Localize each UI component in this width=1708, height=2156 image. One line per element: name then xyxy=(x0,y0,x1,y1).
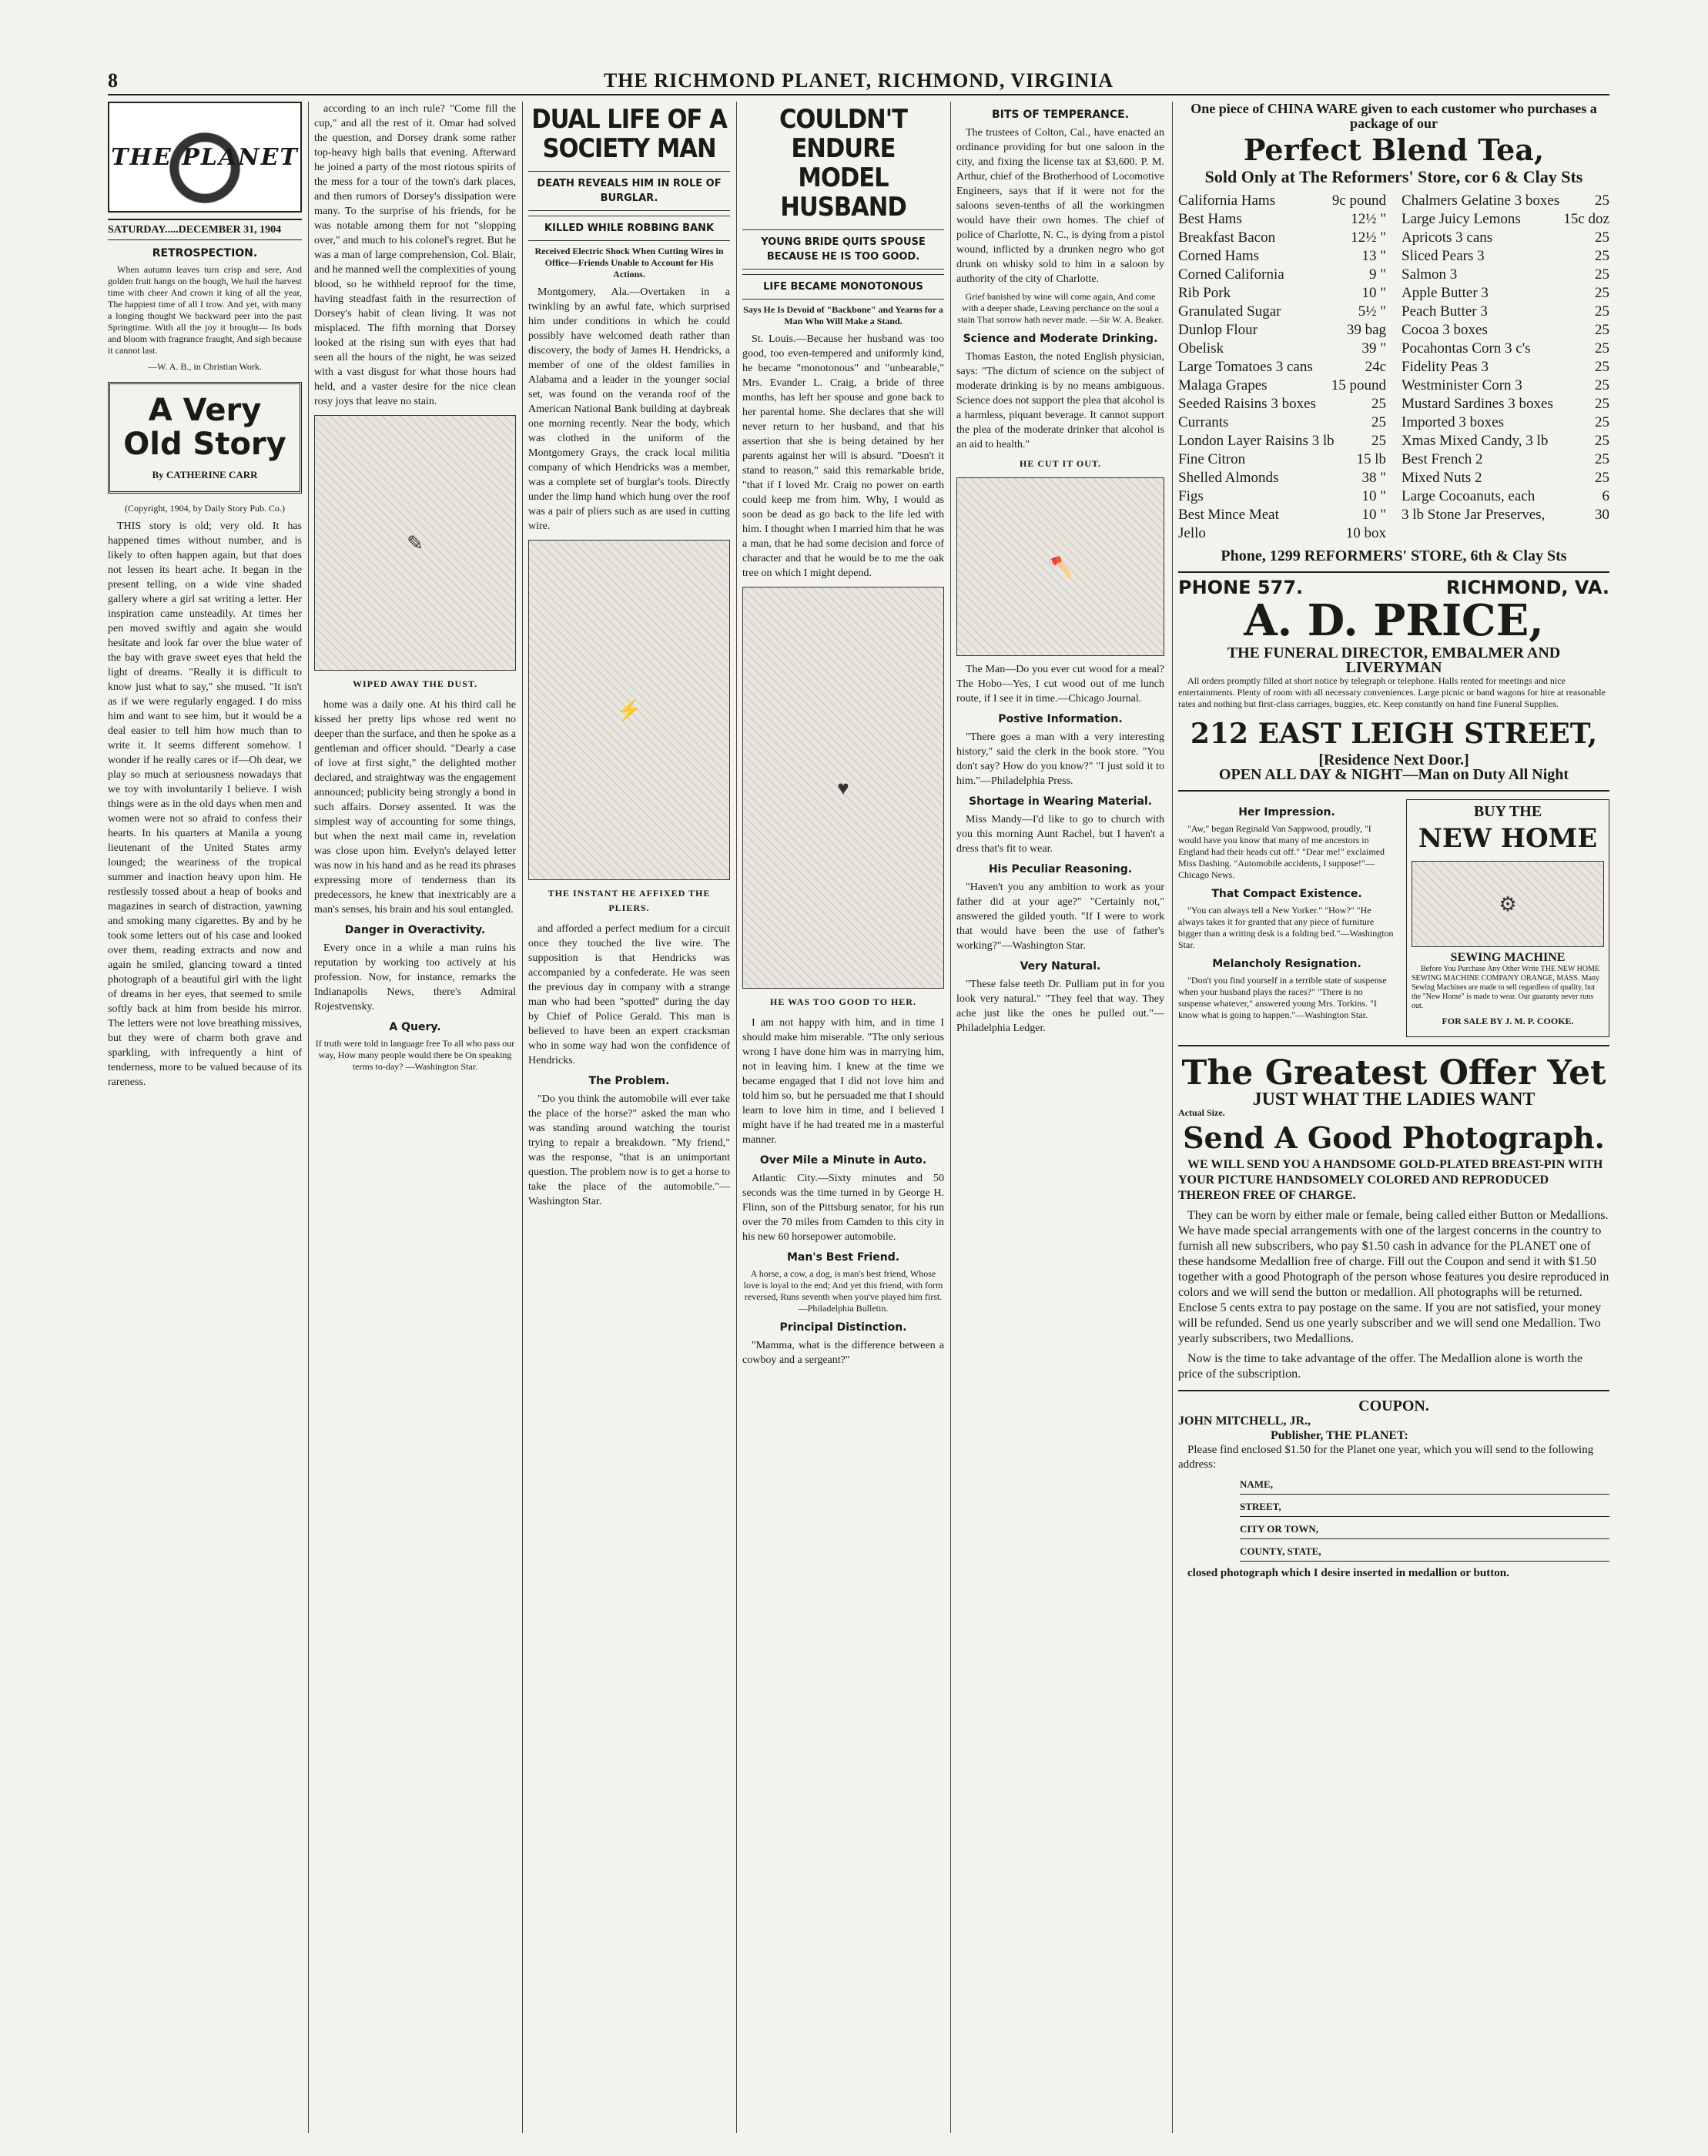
price-list-right xyxy=(1402,192,1609,543)
price-item-price: 25 xyxy=(1595,285,1609,301)
sew-brand: NEW HOME xyxy=(1418,823,1598,854)
store-phone: Phone, 1299 REFORMERS' STORE, 6th & Clay Sts xyxy=(1221,547,1567,564)
price-list-left xyxy=(1178,192,1386,543)
column-3 xyxy=(528,102,730,2133)
price-item xyxy=(1402,395,1609,413)
price-item xyxy=(1178,395,1386,413)
price-item-name: Breakfast Bacon xyxy=(1178,229,1276,246)
article-dual-life-top: Montgomery, Ala.—Overtaken in a twinkling by an awful fate, which surprised him under conditions in which he could possibly have welcomed death rather than discovery, the body of James H. Hendricks, a member of one of the oldest families in Alabama and a leader in the younger social set, was found on the veranda roof of the American National Bank building at daybreak one morning recently. Near the body, which was clothed in the uniform of the Montgomery Grays, the crack local militia company of which Hendricks was a member, was a complete set of burglar's tools. Directly under the limp hand which hung over the roof was a pair of pliers such as are used in cutting wire. xyxy=(528,286,730,532)
coupon-text: Please find enclosed $1.50 for the Planet one year, which you will send to the following address: xyxy=(1178,1444,1594,1471)
price-item-name: London Layer Raisins 3 lb xyxy=(1178,433,1335,449)
poem-text: When autumn leaves turn crisp and sere, And golden fruit hangs on the bough, We hail the harvest time with cheer And crown it king of all the year, The happiest time of all I trow. And yet, with many a longing thought We backward peer into the past Springtime. With all the joy it brought— Its buds and bloom with fragrance fraught, And sigh because it cannot last. xyxy=(108,264,302,356)
price-item xyxy=(1402,321,1609,340)
story-continued-top: according to an inch rule? "Come fill the cup," and all the rest of it. Omar had solved the question, and Dorsey drank some rather top-heavy high balls that evening. Afterward he joined a party of the most riotous spirits of the mess for a tour of the town's dark places, and then rumors of Dorsey's dissipation were many. To the surprise of his friends, for he was notable among them for not "slopping over," and much to his colonel's regret. But he was a man of large comprehension, Col. Blair, and he manned well the complexities of young blood, so he withheld reproof for the time, having steadfast faith in the resurrection of Dorsey's habit of clean living. It was not misplaced. The fifth morning that Dorsey looked at the rising sun with eyes that had seen all the hours of the night, he was seized with a vast disgust for what those hours had held, and a vaster desire for the nice clean rosy joys that leave no stain. xyxy=(314,103,516,407)
price-item-name: Apricots 3 cans xyxy=(1402,229,1493,246)
column-1 xyxy=(108,102,302,2133)
subhead-danger: Danger in Overactivity. xyxy=(344,924,486,936)
price-item xyxy=(1402,469,1609,487)
article-husband-bottom: I am not happy with him, and in time I should make him miserable. "The only serious wrong I have done him was in marrying him, not in leaving him. I knew at the time we became engaged that I did not love him and told him so, but he persuaded me that I should learn to love him in time, and I believed I might have if he had treated me in a masterful manner. xyxy=(742,1017,944,1146)
coupon-close: closed photograph which I desire inserted in medallion or button. xyxy=(1187,1567,1509,1579)
offer-send: Send A Good Photograph. xyxy=(1183,1120,1605,1155)
coupon-pub: Publisher, THE PLANET: xyxy=(1271,1429,1408,1442)
sew-sale: FOR SALE BY J. M. P. COOKE. xyxy=(1442,1016,1574,1026)
deck-monotonous: LIFE BECAME MONOTONOUS xyxy=(742,274,944,300)
price-item-name: Obelisk xyxy=(1178,340,1224,357)
deck-electric-shock: Received Electric Shock When Cutting Wires in Office—Friends Unable to Account for His Actions. xyxy=(534,246,724,280)
price-item-name: Mixed Nuts 2 xyxy=(1402,470,1482,486)
page-number: 8 xyxy=(108,69,118,92)
column-rule xyxy=(308,102,309,2133)
column-rule xyxy=(522,102,523,2133)
dateline: SATURDAY.....DECEMBER 31, 1904 xyxy=(108,219,302,240)
price-item xyxy=(1178,192,1386,210)
subhead-best-friend: Man's Best Friend. xyxy=(786,1251,900,1264)
price-item-price: 25 xyxy=(1371,433,1386,449)
price-item xyxy=(1178,247,1386,266)
text-natural: "These false teeth Dr. Pulliam put in for you look very natural." "They feel that way. They ache just like the ones he pulled out."—Philadelphia Ledger. xyxy=(956,979,1164,1034)
text-danger: Every once in a while a man ruins his reputation by working too actively at his profession. Now, for instance, remarks the Indianapolis News, there's Admiral Rojestvensky. xyxy=(314,942,516,1013)
subhead-auto: Over Mile a Minute in Auto. xyxy=(759,1154,927,1167)
price-item-name: Mustard Sardines 3 boxes xyxy=(1402,396,1553,412)
price-item-name: Sliced Pears 3 xyxy=(1402,248,1485,264)
cartoon-hobo: 🪓 xyxy=(956,477,1164,656)
headline-model-husband: COULDN'T ENDURE MODEL HUSBAND xyxy=(779,104,907,223)
column-rule xyxy=(1172,102,1173,2133)
price-item-price: 15 lb xyxy=(1356,451,1386,467)
price-residence: [Residence Next Door.] xyxy=(1318,752,1469,768)
price-item-name: California Hams xyxy=(1178,192,1276,209)
price-item-price: 9 " xyxy=(1368,266,1386,283)
price-item xyxy=(1178,413,1386,432)
price-item-name: Large Juicy Lemons xyxy=(1402,211,1521,227)
divider xyxy=(1178,790,1609,792)
price-item xyxy=(1178,487,1386,506)
price-item-name: Best French 2 xyxy=(1402,451,1483,467)
price-item-price: 13 " xyxy=(1361,248,1386,264)
tea-ad-top: One piece of CHINA WARE given to each customer who purchases a package of our xyxy=(1191,102,1597,131)
story-byline: By CATHERINE CARR xyxy=(152,469,258,480)
price-item-price: 39 bag xyxy=(1346,322,1386,338)
price-item-name: Fine Citron xyxy=(1178,451,1246,467)
price-item xyxy=(1402,377,1609,395)
sew-text: Before You Purchase Any Other Write THE NEW HOME SEWING MACHINE COMPANY ORANGE, MASS. Many Sewing Machines are made to sell regardless of quality, but the "New Home" is made to wear. Our guaranty never runs out. xyxy=(1412,965,1600,1010)
price-item-price: 25 xyxy=(1595,340,1609,357)
price-item-name: Corned Hams xyxy=(1178,248,1260,264)
tea-ad-name: Perfect Blend Tea, xyxy=(1243,132,1545,167)
price-item xyxy=(1178,284,1386,303)
price-item-price: 12½ " xyxy=(1351,211,1386,227)
price-item xyxy=(1178,469,1386,487)
text-impression: "Aw," began Reginald Van Sappwood, proudly, "I would have you know that many of me ancestors in England had their heads cut off." "Dear me!" exclaimed Miss Dashing. "Automobile accidents, I suppose!"—Chicago News. xyxy=(1178,823,1385,880)
story-continued-bottom: home was a daily one. At his third call he kissed her pretty lips whose red went no deeper than the surface, and then he spoke as a gentleman and officer should. "Dearly a case of love at first sight," the delighted mother declared, and straightway was the engagement announced; publicity being strongly a bond in such affairs. Dorsey assented. It was the simplest way of accounting for some things, but when the next mail came in, revelation was close upon him. Evelyn's delayed letter was now in his hand and as he read its phrases expressing more of tenderness than its predecessors, he knew that inextricably are a man's senses, his brain and his soul entangled. xyxy=(314,699,516,916)
price-item-price: 6 xyxy=(1602,488,1609,504)
price-item-name: 3 lb Stone Jar Preserves, xyxy=(1402,507,1546,523)
price-item-price: 15c doz xyxy=(1563,211,1609,227)
copyright-line: (Copyright, 1904, by Daily Story Pub. Co.) xyxy=(124,503,285,514)
price-item xyxy=(1402,192,1609,210)
price-body: All orders promptly filled at short notice by telegraph or telephone. Halls rented for meetings and nice entertainments. Plenty of room with all necessary conveniences. Large picnic or band wagons for hire at reasonable rates and nothing but first-class carriages, buggies, etc. Keep constantly on hand fine Funeral Supplies. xyxy=(1178,675,1606,709)
price-item xyxy=(1402,413,1609,432)
price-item-name: Malaga Grapes xyxy=(1178,377,1268,393)
price-item xyxy=(1178,506,1386,524)
planet-logo: THE PLANET xyxy=(108,102,302,213)
price-item-price: 10 box xyxy=(1345,525,1386,541)
price-item xyxy=(1402,229,1609,247)
price-phone: PHONE 577. xyxy=(1178,577,1304,598)
price-item-name: Shelled Almonds xyxy=(1178,470,1279,486)
subhead-problem: The Problem. xyxy=(588,1075,670,1087)
text-distinction: "Mamma, what is the difference between a cowboy and a sergeant?" xyxy=(742,1340,944,1366)
price-item-price: 25 xyxy=(1371,396,1386,412)
headline-dual-life: DUAL LIFE OF A SOCIETY MAN xyxy=(531,104,727,164)
price-item xyxy=(1402,303,1609,321)
price-item-price: 9c pound xyxy=(1331,192,1386,209)
text-auto: Atlantic City.—Sixty minutes and 50 seconds was the time turned in by George H. Flinn, son of the Pittsburg senator, for his run over the 70 miles from Camden to this city in his new 60 horsepower automobile. xyxy=(742,1173,944,1243)
text-problem: "Do you think the automobile will ever take the place of the horse?" asked the man who was standing around watching the tourist trying to repair a breakdown. "My friend," was the response, "that is an unimportant question. The problem now is to get a horse to take the place of the automobile."—Washington Star. xyxy=(528,1093,730,1207)
price-item xyxy=(1178,210,1386,229)
text-resignation: "Don't you find yourself in a terrible state of suspense when your husband plays the races?" "There is no suspense whatever," answered young Mrs. Torkins. "I know what is going to happen."—Washington Star. xyxy=(1178,975,1387,1020)
sew-bottom: SEWING MACHINE xyxy=(1450,951,1566,964)
price-item xyxy=(1178,303,1386,321)
price-item-name: Cocoa 3 boxes xyxy=(1402,322,1488,338)
price-item-name: Granulated Sugar xyxy=(1178,303,1281,320)
story-title: A Very Old Story xyxy=(123,393,286,462)
price-item xyxy=(1178,432,1386,450)
text-science: Thomas Easton, the noted English physician, says: "The dictum of science on the subject of moderate drinking is by no means ambiguous. Science does not support the plea that alcohol is a harmless, piquant beverage. It cannot support the plea of the moderate drinker that alcohol is an aid to health." xyxy=(956,351,1164,450)
price-ad-header xyxy=(1178,577,1609,598)
price-item-price: 25 xyxy=(1595,229,1609,246)
text-information: "There goes a man with a very interesting history," said the clerk in the book store. "You don't say? How do you know?" "I just sold it to him."—Philadelphia Press. xyxy=(956,732,1164,787)
head-shortage: Shortage in Wearing Material. xyxy=(968,795,1153,808)
text-compact: "You can always tell a New Yorker." "How?" "He always takes it for granted that any piece of furniture bigger than a writing desk is a folding bed."—Washington Star. xyxy=(1178,905,1394,950)
price-item-name: Salmon 3 xyxy=(1402,266,1458,283)
price-item-name: Fidelity Peas 3 xyxy=(1402,359,1489,375)
sewing-machine-image: ⚙ xyxy=(1412,861,1604,947)
subhead-distinction: Principal Distinction. xyxy=(779,1321,907,1334)
head-science: Science and Moderate Drinking. xyxy=(963,333,1158,345)
offer-lead: WE WILL SEND YOU A HANDSOME GOLD-PLATED BREAST-PIN WITH YOUR PICTURE HANDSOMELY COLORED AND REPRODUCED THEREON FREE OF CHARGE. xyxy=(1178,1158,1603,1202)
price-item xyxy=(1402,284,1609,303)
head-compact: That Compact Existence. xyxy=(1211,888,1362,900)
price-item-price: 12½ " xyxy=(1351,229,1386,246)
price-item xyxy=(1402,340,1609,358)
newspaper-page xyxy=(108,69,1609,2133)
masthead: THE RICHMOND PLANET, RICHMOND, VIRGINIA xyxy=(603,69,1114,92)
text-reasoning: "Haven't you any ambition to work as your father did at your age?" "Certainly not," answered the gilded youth. "If I were to work that would have been the use of father's working?"—Washington Star. xyxy=(956,882,1164,952)
price-item xyxy=(1402,450,1609,469)
price-item-price: 25 xyxy=(1595,414,1609,430)
head-temperance: BITS OF TEMPERANCE. xyxy=(991,109,1130,121)
coupon-county-field[interactable]: COUNTY, STATE, xyxy=(1240,1544,1609,1562)
price-item-name: Pocahontas Corn 3 c's xyxy=(1402,340,1531,357)
price-item-name: Chalmers Gelatine 3 boxes xyxy=(1402,192,1560,209)
price-item-price: 10 " xyxy=(1361,507,1386,523)
price-item xyxy=(1178,377,1386,395)
story-text: THIS story is old; very old. It has happened times without number, and is likely to often happen again, but that does not lessen its heart ache. It began in the present telling, on a wide vine shaded gallery where a girl sat writing a letter. Her inspiration came unsteadily. At times her pen moved swiftly and again she would hesitate and look far over the blue water of the bay with grave sweet eyes that held the light of dreams. "Really it is difficult to know just what to say," she mused. "It isn't as if we were regularly engaged. I do miss him and want to see him, but it would be a deal easier to tell him how much than to write it. It seems different somehow. I wonder if he really cares or if—Oh dear, we play so much at seriousness nowadays that we toy with involuntarily I believe. I wish things were as in the old days when men and women were not so afraid to confess their hearts. In his quarters at Manila a young lieutenant of the United States army lounged; the weariness of the tropical summer and inaction heavy upon him. He restlessly tossed about a heap of books and magazines in search of distraction, yawning and smoking many cigarettes. By and by he took some letters out of his case and looked over them, reading extracts and now and again he smiled, glancing toward a tinted photograph of a beautiful girl with the light of dreams in her eyes, that seemed to smile softly back at him from beside his mirror. The letters were not love breathing missives, but they were of charm both grave and sparkling, with infrequently a hint of tenderness, more to be valued because of its rareness. xyxy=(108,521,302,1088)
head-resignation: Melancholy Resignation. xyxy=(1212,958,1361,970)
divider xyxy=(1178,571,1609,573)
price-item xyxy=(1402,487,1609,506)
price-item xyxy=(1178,450,1386,469)
price-item-name: Westminister Corn 3 xyxy=(1402,377,1522,393)
price-item-name: Best Hams xyxy=(1178,211,1242,227)
price-item-price: 24c xyxy=(1365,359,1386,375)
price-item-price: 30 xyxy=(1595,507,1609,523)
price-item-price: 25 xyxy=(1595,303,1609,320)
price-item-name: Figs xyxy=(1178,488,1204,504)
price-item-price: 25 xyxy=(1595,359,1609,375)
price-item-name: Dunlop Flour xyxy=(1178,322,1258,338)
price-item-price: 5½ " xyxy=(1358,303,1386,320)
divider xyxy=(1178,1045,1609,1046)
price-item-name: Large Tomatoes 3 cans xyxy=(1178,359,1313,375)
price-item-name: Jello xyxy=(1178,525,1206,541)
price-item-price: 38 " xyxy=(1361,470,1386,486)
text-temperance: The trustees of Colton, Cal., have enacted an ordinance providing for but one saloon in the city, and fixing the license tax at $3,600. P. M. Arthur, chief of the Brotherhood of Locomotive Engineers, says that if it were not for the saloons seven-tenths of all the workingmen would have their own homes. The chief of police of Charlotte, N. C., is dying from a pistol wound, inflicted by a drunken negro who got drunk on whisky sold to him in a saloon by authority of the city of Charlotte. xyxy=(956,127,1164,285)
price-item-name: Large Cocoanuts, each xyxy=(1402,488,1536,504)
coupon-name-field[interactable]: NAME, xyxy=(1240,1477,1609,1495)
coupon-street-field[interactable]: STREET, xyxy=(1240,1499,1609,1517)
price-item-name: Best Mince Meat xyxy=(1178,507,1279,523)
deck-young-bride: YOUNG BRIDE QUITS SPOUSE BECAUSE HE IS TOO GOOD. xyxy=(742,229,944,270)
price-list xyxy=(1178,192,1609,543)
price-item-name: Rib Pork xyxy=(1178,285,1231,301)
offer-body: They can be worn by either male or female, being called either Button or Medallions. We have made special arrangements with one of the largest concerns in the country to furnish all new subscribers, who pay $1.50 cash in advance for the PLANET one of these handsome Medallion free of charge. Fill out the Coupon and send it with $1.50 together with a good Photograph of the person whose features you desire reproduced in colors and we will send the button or medallion. All photographs will be returned. Enclose 5 cents extra to pay postage on the same. If you are not satisfied, your money will be refunded. Send us one yearly subscriber and we will send one Medallion. Two yearly subscribers, two Medallions. xyxy=(1178,1209,1609,1345)
head-information: Postive Information. xyxy=(998,713,1123,725)
illustration-caption: WIPED AWAY THE DUST. xyxy=(352,678,478,689)
deck-death-reveals: DEATH REVEALS HIM IN ROLE OF BURGLAR. xyxy=(528,171,730,211)
article-dual-life-bottom: and afforded a perfect medium for a circuit once they touched the live wire. The supposition is that Hendricks was accompanied by a confederate. He was seen the previous day in company with a strange man who had been "spotted" during the day by Chief of Police Gerald. This man is believed to have been an expert cracksman who in some way had won the confidence of Hendricks. xyxy=(528,923,730,1066)
price-item-name: Imported 3 boxes xyxy=(1402,414,1504,430)
sewing-machine-ad xyxy=(1406,799,1609,1037)
price-item-price: 15 pound xyxy=(1331,377,1386,393)
offer-title: The Greatest Offer Yet xyxy=(1181,1053,1606,1093)
deck-backbone: Says He Is Devoid of "Backbone" and Yearns for a Man Who Will Make a Stand. xyxy=(743,304,943,326)
price-item-name: Corned California xyxy=(1178,266,1284,283)
coupon-head: COUPON. xyxy=(1358,1398,1429,1414)
tea-ad-store: Sold Only at The Reformers' Store, cor 6 & Clay Sts xyxy=(1204,167,1583,186)
price-item-name: Apple Butter 3 xyxy=(1402,285,1489,301)
price-city: RICHMOND, VA. xyxy=(1446,577,1609,598)
price-item-price: 25 xyxy=(1595,322,1609,338)
poem-title: RETROSPECTION. xyxy=(152,247,258,259)
column-5 xyxy=(956,102,1164,2133)
price-item-price: 25 xyxy=(1595,248,1609,264)
price-item xyxy=(1178,229,1386,247)
article-husband-top: St. Louis.—Because her husband was too good, too even-tempered and uniformly kind, he became "monotonous" and "unbearable," Mrs. Evander L. Craig, a bride of three months, has left her spouse and gone back to her parental home. She declares that she will never return to her husband, and that his assertion that she is being detained by her parents against her will is absurd. "Doesn't it stand to reason," said this remarkable bride, "that if I loved Mr. Craig no power on earth could keep me from him. Why, I would as soon be dead as go back to the life led with him. I thought when I married him that he was a man, that he had some decision and force of character and that he would be to me the oak tree on which I might depend. xyxy=(742,333,944,579)
column-4 xyxy=(742,102,944,2133)
price-item-price: 25 xyxy=(1595,470,1609,486)
offer-now: Now is the time to take advantage of the offer. The Medallion alone is worth the price of the subscription. xyxy=(1178,1352,1583,1381)
price-item xyxy=(1402,506,1609,524)
price-item-price: 39 " xyxy=(1361,340,1386,357)
illustration-bank-roof: ⚡ xyxy=(528,540,730,880)
sew-top: BUY THE xyxy=(1473,803,1542,820)
price-item-price: 10 " xyxy=(1361,488,1386,504)
price-title: THE FUNERAL DIRECTOR, EMBALMER AND LIVERYMAN xyxy=(1227,644,1561,676)
offer-actual: Actual Size. xyxy=(1178,1107,1225,1118)
column-rule xyxy=(950,102,951,2133)
price-item xyxy=(1402,358,1609,377)
illustration-caption: THE INSTANT HE AFFIXED THE PLIERS. xyxy=(548,888,711,913)
price-item-price: 25 xyxy=(1595,433,1609,449)
price-item xyxy=(1178,358,1386,377)
price-address: 212 EAST LEIGH STREET, xyxy=(1190,718,1598,750)
misc-and-sewing xyxy=(1178,799,1609,1037)
head-reasoning: His Peculiar Reasoning. xyxy=(988,863,1133,875)
poem-credit: —W. A. B., in Christian Work. xyxy=(148,361,262,372)
illustration-caption: HE WAS TOO GOOD TO HER. xyxy=(770,996,916,1007)
price-open: OPEN ALL DAY & NIGHT—Man on Duty All Night xyxy=(1218,766,1569,783)
column-rule xyxy=(736,102,737,2133)
price-item xyxy=(1178,321,1386,340)
price-name: A. D. PRICE, xyxy=(1244,595,1544,646)
column-6-ads xyxy=(1178,102,1609,2133)
price-item-name: Seeded Raisins 3 boxes xyxy=(1178,396,1316,412)
price-item-price: 25 xyxy=(1595,377,1609,393)
cartoon-caption: HE CUT IT OUT. xyxy=(1019,458,1102,469)
illustration-man-reading: ✎ xyxy=(314,415,516,671)
price-item xyxy=(1402,210,1609,229)
temperance-poem: Grief banished by wine will come again, And come with a deeper shade, Leaving perchance on the soul a stain That sorrow hath never made. —Sir W. A. Beaker. xyxy=(957,291,1164,325)
price-item-name: Currants xyxy=(1178,414,1229,430)
column-2 xyxy=(314,102,516,2133)
price-item-price: 25 xyxy=(1595,192,1609,209)
price-item xyxy=(1402,432,1609,450)
price-item-name: Peach Butter 3 xyxy=(1402,303,1488,320)
offer-sub: JUST WHAT THE LADIES WANT xyxy=(1252,1090,1536,1110)
price-item xyxy=(1178,266,1386,284)
head-natural: Very Natural. xyxy=(1020,960,1101,973)
cartoon-text: The Man—Do you ever cut wood for a meal? The Hobo—Yes, I cut wood out of me lunch route, if I see it in time.—Chicago Journal. xyxy=(956,664,1164,705)
price-item xyxy=(1178,524,1386,543)
illustration-couple: ♥ xyxy=(742,587,944,989)
coupon-city-field[interactable]: CITY OR TOWN, xyxy=(1240,1522,1609,1539)
head-impression: Her Impression. xyxy=(1238,806,1335,819)
price-item-price: 25 xyxy=(1371,414,1386,430)
price-item-price: 25 xyxy=(1595,266,1609,283)
price-item-price: 10 " xyxy=(1361,285,1386,301)
text-query: If truth were told in language free To all who pass our way, How many people would there be On speaking terms to-day? —Washington Star. xyxy=(315,1038,515,1072)
price-item-price: 25 xyxy=(1595,451,1609,467)
price-item-name: Xmas Mixed Candy, 3 lb xyxy=(1402,433,1549,449)
price-item xyxy=(1178,340,1386,358)
page-header xyxy=(108,69,1609,95)
deck-killed: KILLED WHILE ROBBING BANK xyxy=(528,216,730,241)
price-item xyxy=(1402,247,1609,266)
misc-jokes xyxy=(1178,799,1395,1037)
coupon-to: JOHN MITCHELL, JR., xyxy=(1178,1414,1311,1428)
story-title-box xyxy=(108,382,302,494)
subhead-query: A Query. xyxy=(389,1021,441,1033)
price-item xyxy=(1402,266,1609,284)
text-best-friend: A horse, a cow, a dog, is man's best friend, Whose love is loyal to the end; And yet this friend, with form reversed, Runs seventh when you've played him first. —Philadelphia Bulletin. xyxy=(743,1268,943,1314)
divider xyxy=(1178,1390,1609,1391)
text-shortage: Miss Mandy—I'd like to go to church with you this morning Aunt Rachel, but I haven't a dress that's fit to wear. xyxy=(956,814,1164,855)
price-item-price: 25 xyxy=(1595,396,1609,412)
